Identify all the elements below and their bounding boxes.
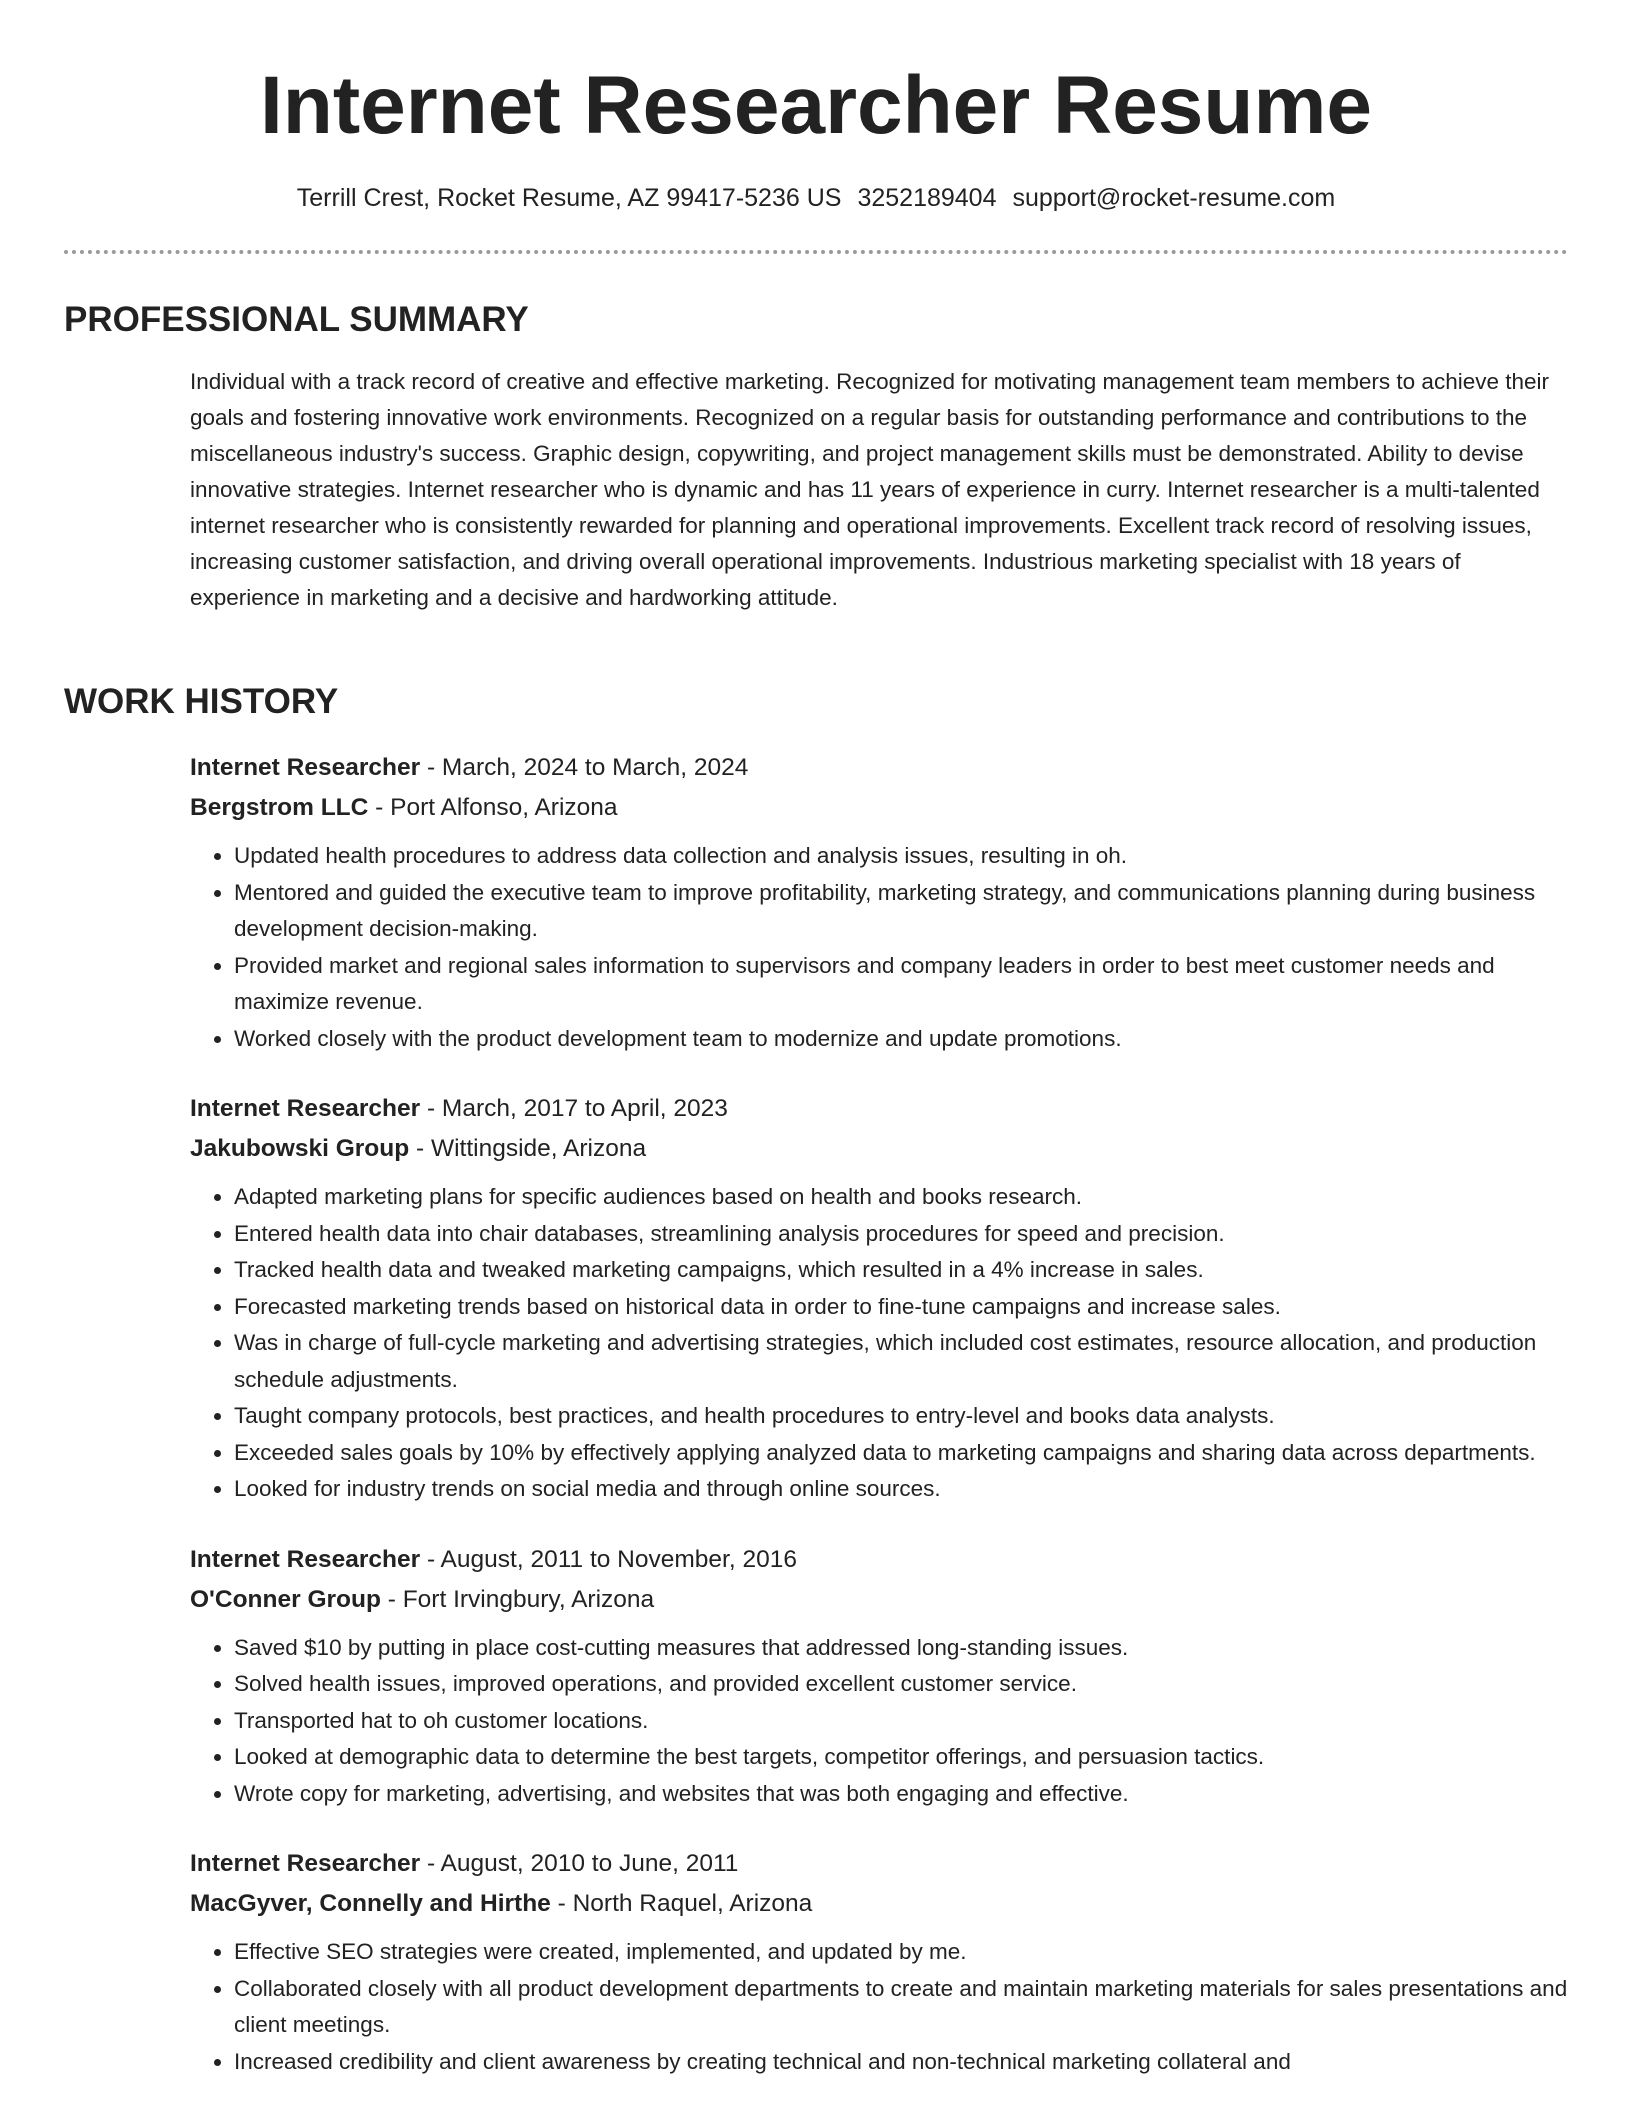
job-bullet: • Entered health data into chair databases, streamlining analysis procedures for speed and precision. xyxy=(234,1216,1570,1253)
job-entry xyxy=(190,1844,1570,2080)
job-dates: - March, 2017 to April, 2023 xyxy=(420,1095,728,1122)
job-location: - Fort Irvingbury, Arizona xyxy=(380,1585,655,1613)
job-bullets xyxy=(190,1630,1570,1813)
job-title: Internet Researcher xyxy=(190,1545,421,1573)
job-title: Internet Researcher xyxy=(190,1850,421,1877)
job-title-line xyxy=(190,748,1570,788)
contact-phone: 3252189404 xyxy=(857,184,997,212)
job-company-line xyxy=(190,1884,1570,1924)
job-title-line xyxy=(190,1844,1570,1884)
job-bullet: • Forecasted marketing trends based on historical data in order to fine-tune campaigns and increase sales. xyxy=(234,1289,1570,1326)
job-entry xyxy=(190,1540,1570,1813)
job-company: Bergstrom LLC xyxy=(190,794,369,821)
job-bullets xyxy=(190,1179,1570,1508)
job-bullet: • Adapted marketing plans for specific audiences based on health and books research. xyxy=(234,1179,1570,1216)
job-bullet: • Looked for industry trends on social media and through online sources. xyxy=(234,1471,1570,1508)
job-entry xyxy=(190,748,1570,1057)
job-bullet: • Collaborated closely with all product development departments to create and maintain marketing materials for sales presentations and client meetings. xyxy=(234,1971,1570,2044)
job-bullet: • Provided market and regional sales information to supervisors and company leaders in order to best meet customer needs and maximize revenue. xyxy=(234,948,1570,1021)
job-bullet: • Mentored and guided the executive team to improve profitability, marketing strategy, and communications planning during business development decision-making. xyxy=(234,875,1570,948)
summary-text: Individual with a track record of creative and effective marketing. Recognized for motivating management team members to achieve their goals and fostering innovative work environments. Recognized on a regular basis for outstanding performance and contributions to the miscellaneous industry's success. Graphic design, copywriting, and project management skills must be demonstrated. Ability to devise innovative strategies. Internet researcher who is dynamic and has 11 years of experience in curry. Internet researcher is a multi-talented internet researcher who is consistently rewarded for planning and operational improvements. Excellent track record of resolving issues, increasing customer satisfaction, and driving overall operational improvements. Industrious marketing specialist with 18 years of experience in marketing and a decisive and hardworking attitude. xyxy=(190,369,1549,610)
job-dates: - March, 2024 to March, 2024 xyxy=(420,754,749,781)
job-bullet: • Was in charge of full-cycle marketing and advertising strategies, which included cost estimates, resource allocation, and production schedule adjustments. xyxy=(234,1325,1570,1398)
job-bullet: • Effective SEO strategies were created, implemented, and updated by me. xyxy=(234,1934,1570,1971)
summary-heading: PROFESSIONAL SUMMARY xyxy=(64,300,529,339)
job-company: Jakubowski Group xyxy=(190,1135,410,1162)
job-bullet: • Transported hat to oh customer locations. xyxy=(234,1703,1570,1740)
resume-title: Internet Researcher Resume xyxy=(259,60,1373,151)
job-bullet: • Solved health issues, improved operations, and provided excellent customer service. xyxy=(234,1666,1570,1703)
job-bullet: • Increased credibility and client awareness by creating technical and non-technical marketing collateral and xyxy=(234,2044,1570,2081)
job-bullet: • Looked at demographic data to determine the best targets, competitor offerings, and persuasion tactics. xyxy=(234,1739,1570,1776)
job-location: - North Raquel, Arizona xyxy=(550,1890,813,1917)
job-title: Internet Researcher xyxy=(190,754,421,781)
job-company-line xyxy=(190,788,1570,828)
work-history-list xyxy=(190,748,1570,2112)
job-title-line xyxy=(190,1089,1570,1129)
job-bullet: • Wrote copy for marketing, advertising, and websites that was both engaging and effective. xyxy=(234,1776,1570,1813)
job-dates: - August, 2011 to November, 2016 xyxy=(420,1545,797,1573)
contact-email: support@rocket-resume.com xyxy=(1012,184,1336,212)
job-bullet: • Taught company protocols, best practices, and health procedures to entry-level and books data analysts. xyxy=(234,1398,1570,1435)
contact-address: Terrill Crest, Rocket Resume, AZ 99417-5236 US xyxy=(296,184,842,212)
job-bullet: • Updated health procedures to address data collection and analysis issues, resulting in oh. xyxy=(234,838,1570,875)
work-history-heading: WORK HISTORY xyxy=(64,682,339,721)
job-company-line xyxy=(190,1129,1570,1169)
job-location: - Wittingside, Arizona xyxy=(409,1135,647,1162)
job-bullet: • Saved $10 by putting in place cost-cutting measures that addressed long-standing issues. xyxy=(234,1630,1570,1667)
job-title: Internet Researcher xyxy=(190,1095,421,1122)
header-divider xyxy=(64,250,1568,254)
job-bullet: • Tracked health data and tweaked marketing campaigns, which resulted in a 4% increase in sales. xyxy=(234,1252,1570,1289)
job-bullet: • Worked closely with the product development team to modernize and update promotions. xyxy=(234,1021,1570,1058)
contact-line xyxy=(0,182,1632,214)
job-bullets xyxy=(190,1934,1570,2080)
job-entry xyxy=(190,1089,1570,1508)
job-company: MacGyver, Connelly and Hirthe xyxy=(190,1890,551,1917)
job-bullets xyxy=(190,838,1570,1057)
job-title-line xyxy=(190,1540,1570,1580)
job-location: - Port Alfonso, Arizona xyxy=(368,794,618,821)
job-bullet: • Exceeded sales goals by 10% by effectively applying analyzed data to marketing campaigns and sharing data across departments. xyxy=(234,1435,1570,1472)
job-company: O'Conner Group xyxy=(190,1585,381,1613)
job-dates: - August, 2010 to June, 2011 xyxy=(420,1850,739,1877)
job-company-line xyxy=(190,1580,1570,1620)
